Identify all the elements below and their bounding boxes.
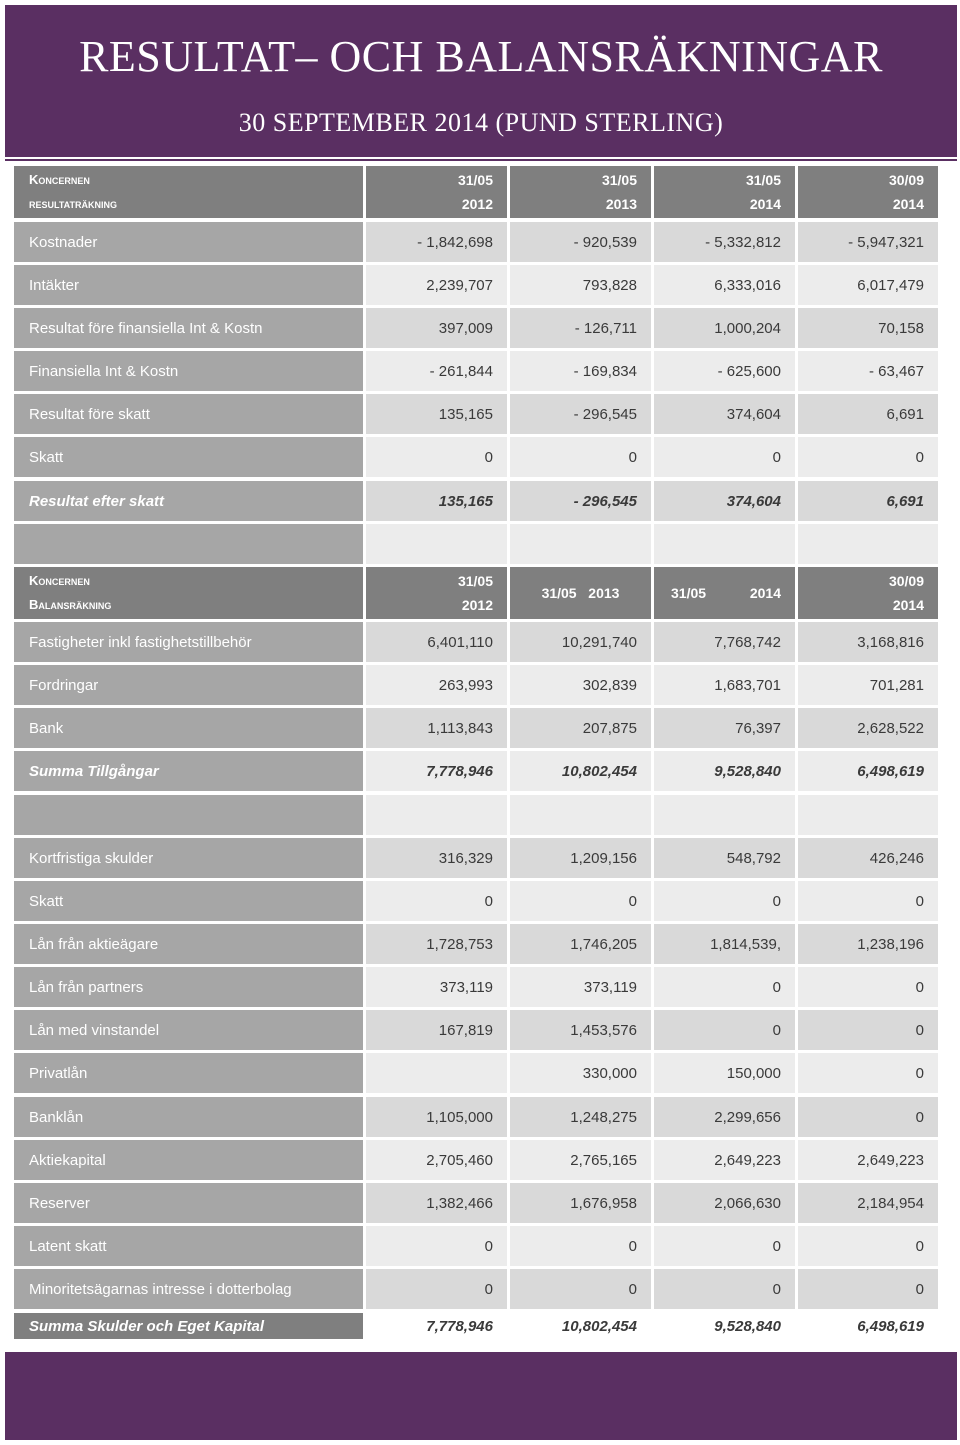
balance-col-header: [798, 567, 938, 619]
row-value: 316,329: [366, 838, 507, 878]
row-label: Reserver: [14, 1183, 363, 1223]
spacer-cell: [798, 795, 938, 835]
row-label: Skatt: [14, 437, 363, 477]
income-col-header-line2: 2014: [749, 196, 781, 212]
row-value: 1,238,196: [798, 924, 938, 964]
row-value: 2,649,223: [798, 1140, 938, 1180]
spacer-cell: [14, 795, 363, 835]
balance-header-label-line2: Balansräkning: [29, 597, 112, 612]
row-value: 373,119: [366, 967, 507, 1007]
row-value: 0: [366, 437, 507, 477]
row-value: 0: [798, 1010, 938, 1050]
spacer-cell: [366, 795, 507, 835]
row-value: 1,209,156: [510, 838, 651, 878]
row-value: 3,168,816: [798, 622, 938, 662]
income-col-header: [510, 166, 651, 218]
row-value: - 63,467: [798, 351, 938, 391]
row-value: 330,000: [510, 1053, 651, 1093]
row-value: 0: [798, 1226, 938, 1266]
row-value: 1,676,958: [510, 1183, 651, 1223]
spacer-cell: [510, 524, 651, 564]
row-label: Privatlån: [14, 1053, 363, 1093]
row-value: - 5,332,812: [654, 222, 795, 262]
income-total-row: [14, 481, 938, 521]
table-row: [14, 1053, 938, 1093]
row-value: 548,792: [654, 838, 795, 878]
table-row: [14, 222, 938, 262]
row-value: 2,184,954: [798, 1183, 938, 1223]
spacer-row: [14, 524, 938, 564]
income-header-label-line1: Koncernen: [29, 172, 90, 187]
spacer-cell: [654, 524, 795, 564]
row-label: Minoritetsägarnas intresse i dotterbolag: [14, 1269, 363, 1309]
row-value: - 296,545: [510, 394, 651, 434]
table-row: [14, 265, 938, 305]
row-value: 2,239,707: [366, 265, 507, 305]
row-value: 374,604: [654, 481, 795, 521]
liabilities-total-row: [14, 1313, 938, 1339]
balance-col-header-a: 31/05: [541, 585, 577, 601]
row-label: Bank: [14, 708, 363, 748]
balance-col-header-pair: [671, 581, 781, 605]
row-label: Resultat före finansiella Int & Kostn: [14, 308, 363, 348]
header-banner: [5, 5, 957, 159]
page-subtitle: [5, 108, 957, 138]
row-value: 2,066,630: [654, 1183, 795, 1223]
row-value: 0: [510, 1269, 651, 1309]
row-label: Lån från partners: [14, 967, 363, 1007]
row-value: 263,993: [366, 665, 507, 705]
row-value: 6,691: [798, 394, 938, 434]
balance-col-header-b: 2014: [749, 585, 781, 601]
income-header-row: [14, 166, 938, 218]
income-col-header-line1: 31/05: [745, 172, 781, 188]
row-label: Summa Skulder och Eget Kapital: [14, 1313, 363, 1339]
table-row: [14, 924, 938, 964]
row-value: 135,165: [366, 481, 507, 521]
balance-header-label-line1: Koncernen: [29, 573, 90, 588]
income-col-header-line2: 2012: [461, 196, 493, 212]
income-col-header: [654, 166, 795, 218]
row-value: 0: [510, 881, 651, 921]
row-value: 0: [798, 967, 938, 1007]
footer-banner: [5, 1352, 957, 1440]
row-value: 1,000,204: [654, 308, 795, 348]
row-value: 0: [798, 1053, 938, 1093]
table-row: [14, 1097, 938, 1137]
row-value: 6,498,619: [798, 751, 938, 791]
row-value: 76,397: [654, 708, 795, 748]
table-row: [14, 351, 938, 391]
balance-col-header-a: 31/05: [671, 585, 707, 601]
row-value: 7,778,946: [366, 751, 507, 791]
income-col-header-line2: 2013: [605, 196, 637, 212]
row-value: 2,765,165: [510, 1140, 651, 1180]
spacer-cell: [14, 524, 363, 564]
row-value: 397,009: [366, 308, 507, 348]
row-value: 9,528,840: [654, 1313, 795, 1339]
row-value: 6,401,110: [366, 622, 507, 662]
row-label: Resultat efter skatt: [14, 481, 363, 521]
row-value: 2,649,223: [654, 1140, 795, 1180]
row-value: 0: [510, 437, 651, 477]
row-value: 150,000: [654, 1053, 795, 1093]
table-row: [14, 1269, 938, 1309]
income-col-header-line1: 31/05: [457, 172, 493, 188]
table-row: [14, 394, 938, 434]
balance-col-header: [510, 567, 651, 619]
table-row: [14, 881, 938, 921]
row-value: 0: [510, 1226, 651, 1266]
table-row: [14, 1183, 938, 1223]
row-label: Resultat före skatt: [14, 394, 363, 434]
row-value: 0: [654, 1269, 795, 1309]
row-value: - 625,600: [654, 351, 795, 391]
page-title: RESULTAT– OCH BALANSRÄKNINGAR: [79, 32, 883, 81]
row-value: 0: [654, 437, 795, 477]
row-value: 10,802,454: [510, 1313, 651, 1339]
income-col-header: [798, 166, 938, 218]
row-value: 9,528,840: [654, 751, 795, 791]
row-value: - 920,539: [510, 222, 651, 262]
row-value: - 126,711: [510, 308, 651, 348]
row-value: 302,839: [510, 665, 651, 705]
table-row: [14, 437, 938, 477]
table-row: [14, 622, 938, 662]
row-label: Skatt: [14, 881, 363, 921]
spacer-cell: [798, 524, 938, 564]
row-value: - 5,947,321: [798, 222, 938, 262]
row-value: 0: [798, 881, 938, 921]
income-col-header-line1: 31/05: [601, 172, 637, 188]
row-value: 0: [366, 881, 507, 921]
row-value: 10,291,740: [510, 622, 651, 662]
balance-col-header-line1: 31/05: [457, 573, 493, 589]
row-value: 6,691: [798, 481, 938, 521]
income-col-header-line2: 2014: [892, 196, 924, 212]
balance-col-header-line1: 30/09: [888, 573, 924, 589]
balance-col-header-line2: 2012: [461, 597, 493, 613]
row-value: 10,802,454: [510, 751, 651, 791]
income-col-header: [366, 166, 507, 218]
row-value: 0: [366, 1226, 507, 1266]
table-row: [14, 1140, 938, 1180]
balance-col-header-line2: 2014: [892, 597, 924, 613]
row-value: 1,113,843: [366, 708, 507, 748]
row-value: 1,453,576: [510, 1010, 651, 1050]
row-value: 2,705,460: [366, 1140, 507, 1180]
row-value: 2,628,522: [798, 708, 938, 748]
row-value: 0: [798, 1269, 938, 1309]
table-row: [14, 838, 938, 878]
row-value: 207,875: [510, 708, 651, 748]
row-label: Banklån: [14, 1097, 363, 1137]
spacer-cell: [510, 795, 651, 835]
row-value: - 261,844: [366, 351, 507, 391]
spacer-row: [14, 795, 938, 835]
row-value: 0: [654, 881, 795, 921]
row-value: 70,158: [798, 308, 938, 348]
balance-header-label: [14, 567, 363, 619]
row-value: 1,382,466: [366, 1183, 507, 1223]
row-label: Fastigheter inkl fastighetstillbehör: [14, 622, 363, 662]
row-value: 1,814,539,: [654, 924, 795, 964]
table-row: [14, 1226, 938, 1266]
row-value: 373,119: [510, 967, 651, 1007]
row-label: Finansiella Int & Kostn: [14, 351, 363, 391]
table-row: [14, 665, 938, 705]
row-label: Lån från aktieägare: [14, 924, 363, 964]
row-label: Summa Tillgångar: [14, 751, 363, 791]
row-value: 6,017,479: [798, 265, 938, 305]
spacer-cell: [654, 795, 795, 835]
row-value: 2,299,656: [654, 1097, 795, 1137]
table-row: [14, 967, 938, 1007]
row-value: - 1,842,698: [366, 222, 507, 262]
row-value: 1,105,000: [366, 1097, 507, 1137]
spacer-cell: [366, 524, 507, 564]
row-label: Kostnader: [14, 222, 363, 262]
row-value: 0: [798, 437, 938, 477]
balance-col-header-b: 2013: [588, 585, 620, 601]
balance-header-row: [14, 567, 938, 619]
row-value: 6,498,619: [798, 1313, 938, 1339]
row-value: 374,604: [654, 394, 795, 434]
row-value: 0: [798, 1097, 938, 1137]
row-value: 167,819: [366, 1010, 507, 1050]
row-value: 135,165: [366, 394, 507, 434]
row-value: 0: [366, 1269, 507, 1309]
row-label: Aktiekapital: [14, 1140, 363, 1180]
row-value: 0: [654, 967, 795, 1007]
assets-total-row: [14, 751, 938, 791]
row-value: 0: [654, 1010, 795, 1050]
row-value: 1,683,701: [654, 665, 795, 705]
row-value: [366, 1053, 507, 1093]
row-label: Fordringar: [14, 665, 363, 705]
row-value: 701,281: [798, 665, 938, 705]
income-header-label-line2: resultaträkning: [29, 196, 117, 211]
row-value: 1,248,275: [510, 1097, 651, 1137]
row-value: 793,828: [510, 265, 651, 305]
row-label: Intäkter: [14, 265, 363, 305]
row-value: - 296,545: [510, 481, 651, 521]
row-value: 7,768,742: [654, 622, 795, 662]
row-label: Lån med vinstandel: [14, 1010, 363, 1050]
row-value: - 169,834: [510, 351, 651, 391]
table-row: [14, 1010, 938, 1050]
row-value: 0: [654, 1226, 795, 1266]
income-header-label: [14, 166, 363, 218]
balance-col-header: [366, 567, 507, 619]
subtitle-text: 30 SEPTEMBER 2014 (PUND STERLING): [238, 108, 724, 137]
row-label: Kortfristiga skulder: [14, 838, 363, 878]
balance-col-header: [654, 567, 795, 619]
row-value: 7,778,946: [366, 1313, 507, 1339]
row-value: 1,746,205: [510, 924, 651, 964]
row-value: 426,246: [798, 838, 938, 878]
income-col-header-line1: 30/09: [888, 172, 924, 188]
row-value: 6,333,016: [654, 265, 795, 305]
row-value: 1,728,753: [366, 924, 507, 964]
row-label: Latent skatt: [14, 1226, 363, 1266]
table-row: [14, 308, 938, 348]
table-row: [14, 708, 938, 748]
